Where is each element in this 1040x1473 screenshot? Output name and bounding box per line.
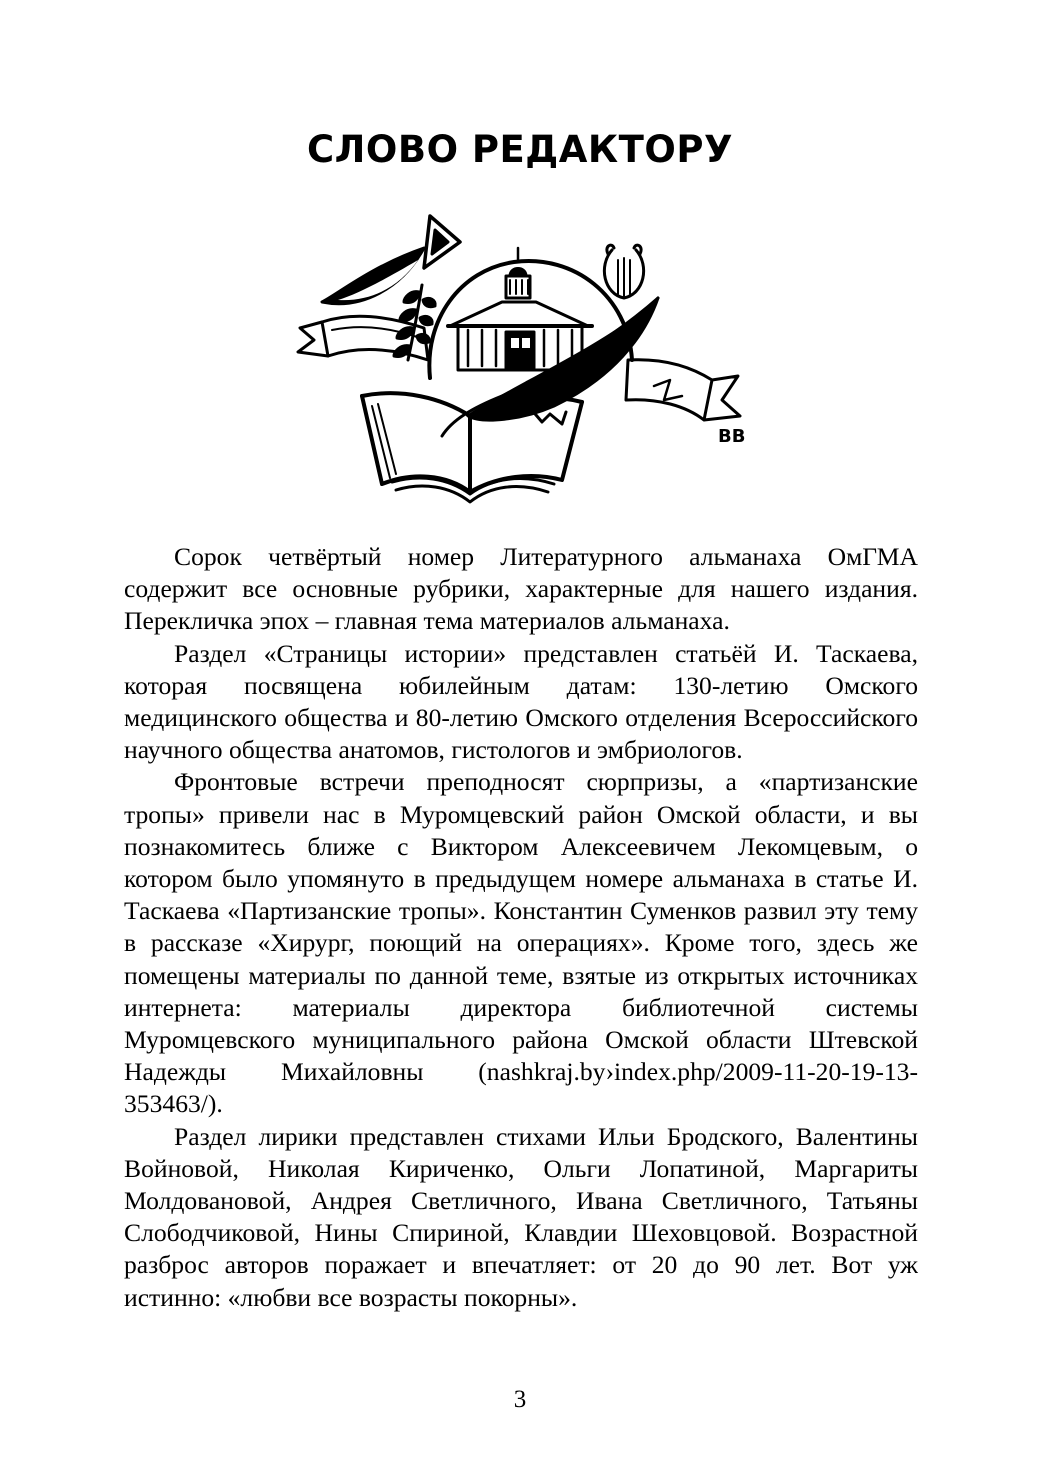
paragraph-frontline: Фронтовые встречи преподносят сюрпризы, а «партизанские тропы» привели нас в Муромцевский район Омской области, и вы познакомитесь ближе с Виктором Алексеевичем Лекомцевым, о котором было упомянуто в предыдущем номере альманаха в статье И. Таскаева «Партизанские тропы». Константин Суменков развил эту тему в рассказе «Хирург, поющий на операциях». Кроме того, здесь же помещены материалы по данной теме, взятые из открытых источниках интернета: материалы директора библиотечной системы Муромцевского муниципального района Омской области Штевской Надежды Михайловны (nashkraj.by›index.php/2009-11-20-19-13-353463/). <box>124 767 918 1119</box>
paragraph-history: Раздел «Страницы истории» представлен статьёй И. Таскаева, которая посвящена юбилейным датам: 130-летию Омского медицинского общества и 80-летию Омского отделения Всероссийского научного общества анатомов, гистологов и эмбриологов. <box>124 638 918 765</box>
editorial-body <box>124 541 918 1314</box>
signature-mark: ВВ <box>718 426 746 447</box>
page-number: 3 <box>513 1386 527 1413</box>
paragraph-intro: Сорок четвёртый номер Литературного альманаха ОмГМА содержит все основные рубрики, характерные для нашего издания. Перекличка эпох – главная тема материалов альманаха. <box>124 542 918 636</box>
page-title: СЛОВО РЕДАКТОРУ <box>307 128 733 171</box>
paragraph-lyrics: Раздел лирики представлен стихами Ильи Бродского, Валентины Войновой, Николая Кириченко, Ольги Лопатиной, Маргариты Молдовановой, Андрея Светличного, Ивана Светличного, Татьяны Слободчиковой, Нины Спириной, Клавдии Шеховцовой. Возрастной разброс авторов поражает и впечатляет: от 20 до 90 лет. Вот уж истинно: «любви все возрасты покорны». <box>124 1121 918 1312</box>
omgma-almanac-emblem-icon <box>292 210 748 510</box>
